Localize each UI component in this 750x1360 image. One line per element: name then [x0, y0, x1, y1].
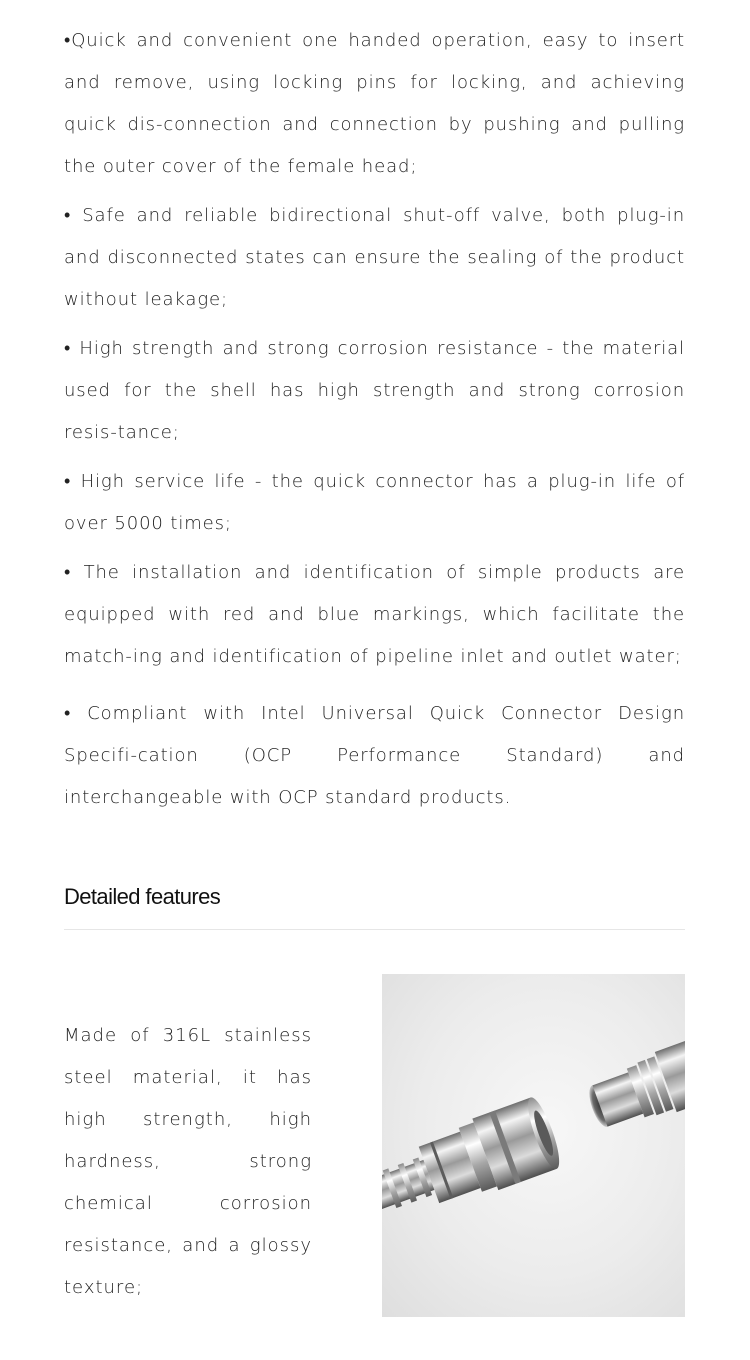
section-divider	[64, 929, 685, 930]
feature-item: • High service life - the quick connector has a plug-in life of over 5000 times;	[64, 471, 685, 534]
section-title: Detailed features	[64, 884, 221, 909]
feature-item: • Compliant with Intel Universal Quick Connector Design Specifi-cation (OCP Performance Standard) and interchangeable with OCP standard products.	[64, 703, 685, 808]
detail-description: Made of 316L stainless steel material, it has high strength, high hardness, strong chemical corrosion resistance, and a glossy texture;	[64, 1025, 312, 1298]
feature-list	[64, 20, 685, 826]
feature-item: • High strength and strong corrosion resistance - the material used for the shell has high strength and strong corrosion resis-tance;	[64, 338, 685, 443]
quick-connector-image	[382, 974, 685, 1317]
feature-item: • Safe and reliable bidirectional shut-off valve, both plug-in and disconnected states can ensure the sealing of the product without leakage;	[64, 205, 685, 310]
quick-connector-illustration	[382, 974, 685, 1317]
feature-item: • The installation and identification of simple products are equipped with red and blue markings, which facilitate the match-ing and identification of pipeline inlet and outlet water;	[64, 562, 685, 667]
feature-item: •Quick and convenient one handed operation, easy to insert and remove, using locking pins for locking, and achieving quick dis-connection and connection by pushing and pulling the outer cover of the female head;	[64, 30, 685, 177]
